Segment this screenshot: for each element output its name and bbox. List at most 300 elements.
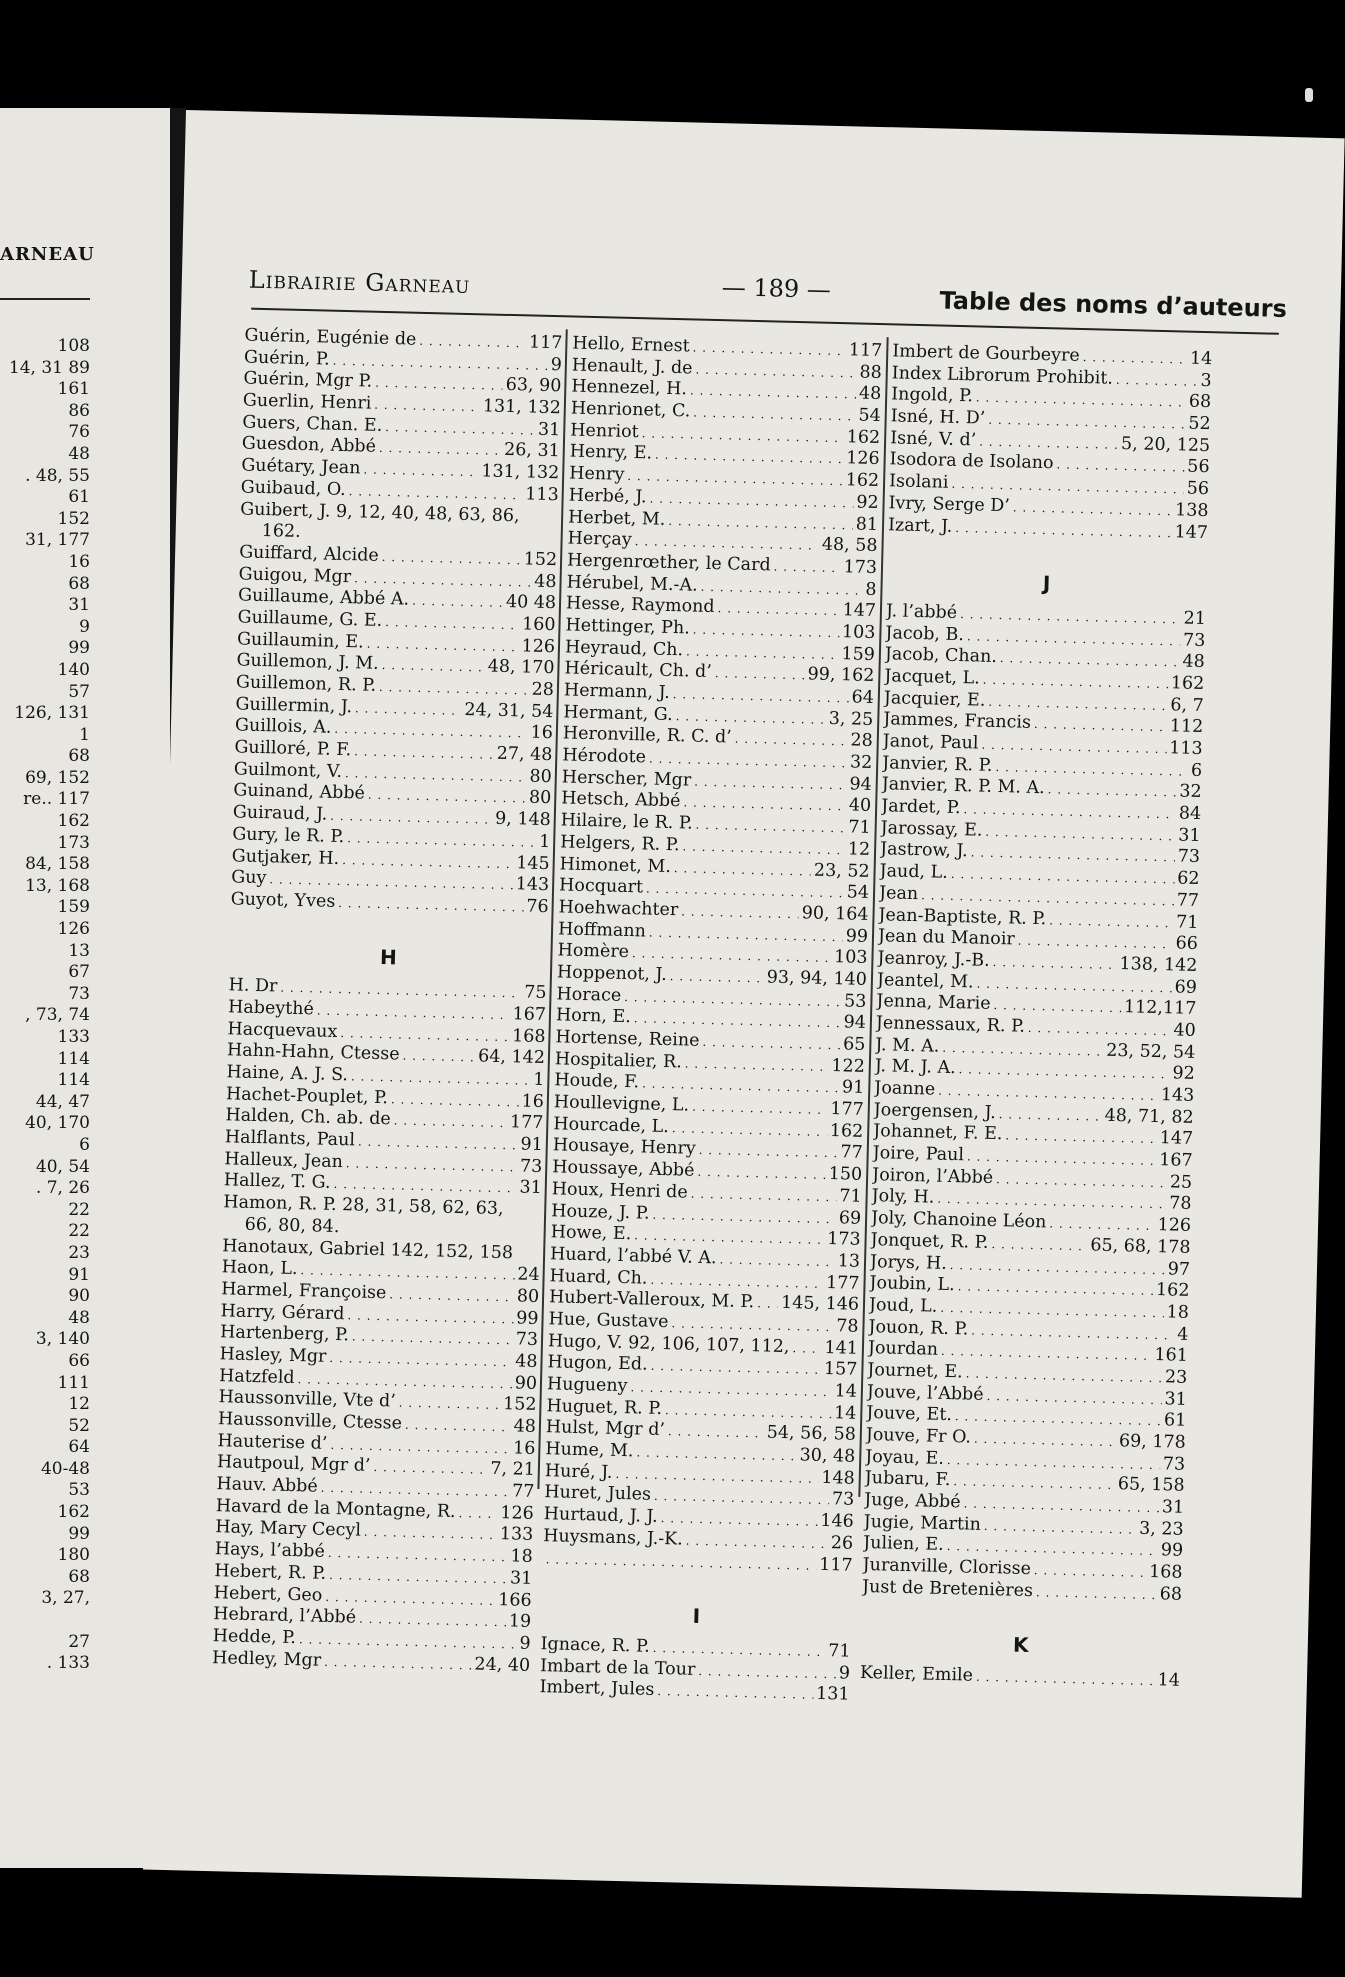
author-name: Houssaye, Abbé: [552, 1157, 695, 1181]
author-name: Jouon, R. P.: [868, 1316, 969, 1340]
page-refs: 1: [538, 831, 551, 852]
author-name: Guy: [231, 867, 267, 889]
page-refs: 54: [846, 882, 870, 904]
page-refs: 147: [842, 600, 877, 622]
left-page-number: 86: [68, 400, 90, 421]
author-name: Gutjaker, H.: [231, 845, 340, 869]
author-name: Juge, Abbé: [863, 1490, 961, 1513]
author-name: Hermant, G.: [563, 702, 673, 725]
left-page-number: 9: [79, 616, 90, 637]
author-name: J. M. A.: [875, 1034, 940, 1057]
page-refs: 69: [1174, 976, 1198, 998]
author-name: Isolani: [888, 471, 949, 493]
author-name: Haussonville, Vte d’: [218, 1387, 396, 1412]
author-name: Hanotaux, Gabriel 142, 152, 158: [222, 1235, 514, 1263]
leader-dots: [1116, 368, 1198, 392]
leader-dots: [324, 1650, 472, 1676]
page-refs: 48: [1182, 651, 1206, 673]
author-name: Guyot, Yves: [230, 889, 336, 912]
letter-heading: H: [379, 945, 398, 970]
author-name: Hue, Gustave: [548, 1309, 669, 1333]
author-name: Hennezel, H.: [571, 376, 688, 400]
page-refs: 157: [823, 1359, 858, 1381]
left-page-number: 68: [68, 1566, 90, 1587]
left-page-number: 66: [68, 1350, 90, 1371]
page-refs: 97: [1167, 1258, 1191, 1280]
index-page: [143, 110, 1345, 1898]
page-refs: 9: [838, 1662, 851, 1684]
author-name: Jonquet, R. P.: [870, 1229, 989, 1253]
page-refs: 3, 23: [1138, 1518, 1184, 1540]
author-name: Helgers, R. P.: [559, 832, 680, 856]
page-refs: 64: [851, 687, 875, 708]
leader-dots: [402, 1045, 475, 1069]
author-name: Isodora de Isolano: [889, 449, 1054, 474]
left-page-number: . 7, 26: [35, 1178, 90, 1199]
author-name: Hasley, Mgr: [219, 1344, 327, 1367]
left-page-number: 73: [68, 983, 90, 1004]
left-page-number: 99: [68, 638, 90, 659]
author-name: Huré, J.: [544, 1460, 613, 1483]
left-page-number: 114: [57, 1048, 90, 1069]
author-name: Havard de la Montagne, R.: [215, 1495, 456, 1522]
left-page-number: 31, 177: [25, 530, 90, 551]
page-refs: 160: [521, 614, 556, 636]
author-name: Heronville, R. C. d’: [562, 723, 732, 748]
page-refs: 162: [829, 1120, 864, 1142]
page-refs: 16: [521, 1091, 545, 1112]
left-page-number: 108: [57, 336, 90, 356]
author-name: Imbert, Jules: [539, 1677, 655, 1701]
author-name: Joiron, l’Abbé: [871, 1164, 994, 1188]
page-header: [181, 260, 1341, 328]
page-refs: 23, 52: [813, 860, 870, 882]
scan-mark: [1305, 88, 1313, 102]
author-name: Joud, L.: [868, 1294, 938, 1317]
left-page-number: 68: [68, 746, 90, 767]
author-name: Hospitalier, R.: [554, 1048, 683, 1073]
page-refs: 138, 142: [1119, 953, 1198, 976]
page-refs: 73: [515, 1329, 539, 1351]
author-name: Hay, Mary Cecyl: [215, 1517, 362, 1542]
author-name: Guigou, Mgr: [238, 563, 352, 587]
left-page-number: . 133: [46, 1653, 90, 1674]
page-refs: 18: [510, 1546, 533, 1568]
page-refs: 167: [1158, 1150, 1193, 1171]
author-name: Guillemon, J. M.: [236, 650, 379, 675]
author-name: Hubert-Valleroux, M. P.: [548, 1287, 755, 1313]
author-name: Jubaru, F.: [864, 1468, 951, 1491]
left-page-number: 31: [68, 595, 90, 616]
page-refs: 48: [514, 1351, 538, 1372]
page-refs: 94: [849, 774, 872, 795]
author-name: Guilmont, V.: [233, 759, 343, 782]
entry-continuation: 66, 80, 84.: [244, 1214, 340, 1237]
page-refs: 90: [514, 1373, 538, 1394]
page-refs: 77: [511, 1481, 535, 1502]
author-name: Joly, H.: [871, 1186, 935, 1209]
page-refs: 162: [1155, 1280, 1190, 1302]
author-name: Hurtaud, J. J.: [543, 1504, 658, 1528]
author-name: Guillemon, R. P.: [235, 672, 377, 696]
page-refs: 152: [502, 1394, 537, 1416]
page-refs: 168: [511, 1025, 546, 1047]
left-page-number: 140: [57, 659, 90, 680]
page-refs: 31: [1178, 825, 1201, 846]
page-refs: 61: [1163, 1410, 1187, 1432]
author-name: Herçay: [567, 528, 632, 551]
author-name: Houllevigne, L.: [553, 1092, 690, 1116]
page-refs: 131, 132: [481, 461, 560, 484]
page-refs: 28: [850, 730, 874, 752]
left-page-number: 22: [68, 1221, 90, 1242]
left-page-number: 40, 170: [25, 1113, 90, 1134]
page-refs: 99: [516, 1307, 539, 1329]
page-refs: 177: [509, 1112, 544, 1134]
author-name: Himonet, M.: [559, 853, 672, 877]
author-name: Housaye, Henry: [552, 1135, 697, 1160]
page-refs: 112,117: [1123, 997, 1197, 1020]
author-name: Huguet, R. P.: [546, 1395, 663, 1419]
page-refs: 81: [855, 513, 879, 535]
page-refs: 24, 40: [474, 1654, 531, 1676]
author-name: Haon, L.: [221, 1257, 298, 1280]
author-name: Hocquart: [558, 875, 644, 898]
author-name: Journet, E.: [867, 1359, 963, 1383]
author-name: Jacquet, L.: [884, 666, 981, 689]
left-page-fragment: [0, 108, 170, 1868]
leader-dots: [773, 555, 841, 579]
author-name: Guérin, Eugénie de: [244, 325, 417, 350]
left-page-number: 90: [68, 1286, 90, 1307]
page-refs: 88: [859, 362, 883, 383]
author-name: Hugueny: [546, 1374, 628, 1397]
page-refs: 16: [512, 1438, 536, 1459]
page-refs: 40: [1173, 1020, 1197, 1041]
page-refs: 131, 132: [482, 396, 562, 419]
author-name: Jeanroy, J.-B.: [877, 948, 990, 971]
page-refs: 84: [1178, 803, 1202, 825]
author-name: Houze, J. P.: [550, 1200, 650, 1224]
left-page-number: [0, 1610, 90, 1632]
author-name: Janot, Paul: [882, 731, 979, 754]
author-name: Joly, Chanoine Léon: [870, 1208, 1047, 1233]
author-name: Harmel, Françoise: [220, 1279, 387, 1304]
page-refs: 56: [1187, 457, 1210, 478]
page-refs: 168: [1148, 1562, 1183, 1583]
page-refs: 167: [512, 1004, 547, 1026]
left-page-number: 126: [57, 919, 90, 940]
page-refs: 4: [1177, 1324, 1189, 1345]
page-refs: 25: [1169, 1172, 1193, 1193]
author-name: Hedde, P.: [212, 1625, 297, 1649]
author-name: Hahn-Hahn, Ctesse: [226, 1040, 400, 1065]
page-refs: 117: [819, 1554, 853, 1576]
page-refs: 131: [815, 1684, 850, 1705]
author-name: Hacquevaux: [227, 1018, 338, 1042]
index-column-3: [860, 341, 1213, 1692]
author-name: Guiraud, J.: [232, 802, 328, 825]
page-refs: 113: [1169, 738, 1203, 760]
page-refs: 26: [830, 1532, 854, 1554]
page-refs: 146: [820, 1511, 854, 1532]
page-refs: 53: [843, 990, 867, 1012]
page-refs: 6, 7: [1170, 694, 1204, 716]
page-refs: 23: [1164, 1367, 1188, 1388]
author-name: Jarossay, E.: [880, 817, 983, 841]
left-page-number: 40-48: [40, 1458, 90, 1479]
author-name: Houx, Henri de: [551, 1179, 688, 1203]
author-name: Jean du Manoir: [877, 926, 1016, 950]
author-name: Hello, Ernest: [572, 333, 690, 357]
author-name: Gury, le R. P.: [232, 824, 345, 847]
author-name: Harry, Gérard: [220, 1300, 345, 1324]
author-name: Hebrard, l’Abbé: [213, 1604, 357, 1628]
page-refs: 69: [838, 1207, 862, 1229]
author-name: Hays, l’abbé: [214, 1539, 326, 1562]
left-page-number: 1: [79, 724, 90, 745]
page-refs: 69, 178: [1118, 1431, 1186, 1453]
author-name: Guérin, Mgr P.: [243, 368, 373, 393]
author-name: Jennessaux, R. P.: [875, 1013, 1026, 1037]
page-refs: 7, 21: [490, 1459, 536, 1481]
page-refs: 3: [1200, 370, 1212, 391]
left-page-number: 6: [79, 1134, 90, 1155]
author-name: Halleux, Jean: [224, 1149, 344, 1172]
page-refs: 31: [519, 1177, 543, 1199]
page-refs: 71: [1175, 911, 1199, 933]
left-page-page-numbers: [0, 336, 90, 1675]
left-page-number: 23: [68, 1242, 90, 1263]
author-name: Guérin, P.: [243, 347, 330, 370]
page-refs: 138: [1174, 500, 1209, 521]
page-refs: 68: [1159, 1584, 1183, 1605]
author-name: Index Librorum Prohibit.: [891, 363, 1114, 389]
page-refs: 93, 94, 140: [766, 967, 868, 990]
page-refs: 5, 20, 125: [1120, 433, 1211, 456]
page-refs: 31: [1161, 1497, 1185, 1518]
page-refs: 99: [845, 925, 869, 947]
author-name: Henry: [568, 463, 625, 485]
left-page-number: 152: [57, 508, 90, 529]
leader-dots: [1036, 1581, 1157, 1606]
author-name: Juranville, Clorisse: [862, 1555, 1032, 1580]
page-refs: 18: [1166, 1302, 1190, 1323]
author-name: Hebert, R. P.: [214, 1560, 327, 1584]
left-page-number: 126, 131: [14, 703, 90, 724]
page-refs: 177: [830, 1099, 865, 1120]
left-page-number: . 48, 55: [25, 465, 90, 486]
author-name: Horn, E.: [555, 1005, 632, 1028]
page-refs: 48, 170: [487, 656, 555, 679]
author-name: Jaud, L.: [879, 861, 949, 883]
author-name: Herscher, Mgr: [561, 767, 692, 791]
publisher-name: Librairie Garneau: [248, 265, 471, 299]
author-name: Ingold, P.: [891, 384, 974, 407]
left-page-number: 57: [68, 681, 90, 702]
author-name: Hetsch, Abbé: [561, 788, 681, 812]
left-page-number: 16: [68, 551, 90, 572]
page-refs: 80: [528, 788, 552, 809]
entry-continuation: 162.: [261, 521, 301, 543]
page-refs: 16: [530, 722, 554, 744]
author-name: Hartenberg, P.: [219, 1322, 350, 1346]
page-refs: 14: [1189, 348, 1213, 370]
author-name: Héricault, Ch. d’: [564, 658, 713, 683]
page-refs: 78: [1169, 1193, 1192, 1215]
page-refs: 173: [826, 1229, 861, 1251]
left-page-number: 64: [68, 1437, 90, 1458]
page-refs: 177: [825, 1272, 860, 1294]
author-name: Halden, Ch. ab. de: [225, 1105, 391, 1130]
author-name: Hauterise d’: [217, 1430, 328, 1454]
author-name: Hedley, Mgr: [211, 1647, 322, 1671]
page-refs: 54: [858, 405, 881, 427]
author-name: Huret, Jules: [544, 1482, 652, 1506]
author-name: Hachet-Pouplet, P.: [225, 1083, 389, 1108]
left-page-number: 69, 152: [25, 767, 90, 788]
author-name: Guétary, Jean: [241, 455, 361, 479]
page-number: — 189 —: [721, 273, 832, 304]
leader-dots: [458, 1502, 497, 1526]
page-refs: 9, 148: [494, 808, 552, 831]
page-refs: 73: [1182, 630, 1206, 651]
page-refs: 8: [865, 579, 877, 600]
author-name: Jeantel, M.: [876, 969, 974, 993]
page-refs: 65: [842, 1034, 866, 1055]
author-name: Hauv. Abbé: [216, 1474, 318, 1497]
page-refs: 64, 142: [477, 1046, 546, 1069]
page-refs: 73: [1177, 846, 1201, 868]
author-name: Jorys, H.: [869, 1251, 948, 1274]
author-name: J. l’abbé: [885, 601, 958, 623]
page-refs: 173: [843, 557, 878, 578]
left-page-rule: [0, 298, 90, 300]
page-refs: 31: [509, 1568, 533, 1589]
left-page-number: 162: [57, 1502, 90, 1523]
author-name: Imbart de la Tour: [539, 1655, 696, 1680]
author-name: Julien, E.: [862, 1533, 944, 1556]
left-page-number: 22: [68, 1199, 90, 1220]
author-name: Halflants, Paul: [224, 1127, 356, 1151]
page-refs: 99, 162: [807, 664, 875, 687]
letter-heading: I: [692, 1603, 701, 1628]
page-refs: 40: [848, 795, 872, 817]
author-name: Heyraud, Ch.: [564, 637, 684, 660]
author-name: Guibaud, O.: [240, 477, 346, 500]
page-refs: 103: [833, 947, 868, 969]
left-page-number: 3, 27,: [41, 1588, 90, 1609]
left-page-number: 91: [68, 1264, 90, 1285]
page-refs: 161: [1154, 1345, 1189, 1367]
page-refs: 65, 68, 178: [1090, 1235, 1191, 1258]
author-name: Jouve, l’Abbé: [866, 1381, 984, 1405]
page-refs: 117: [528, 332, 563, 354]
author-name: Hatzfeld: [218, 1365, 295, 1388]
author-name: Herbé, J.: [568, 485, 647, 508]
left-page-header: ARNEAU: [0, 244, 95, 265]
page-refs: 80: [529, 766, 553, 787]
author-name: Hugo, V. 92, 106, 107, 112,: [547, 1330, 790, 1357]
author-name: Hebert, Geo: [213, 1582, 323, 1606]
author-name: Jacob, B.: [885, 622, 965, 645]
page-refs: 32: [1179, 781, 1202, 803]
author-name: Henriot: [570, 420, 639, 442]
author-name: Hautpoul, Mgr d’: [216, 1452, 371, 1477]
left-page-number: 161: [57, 379, 90, 400]
author-name: Jammes, Francis: [883, 709, 1032, 734]
index-column-2: [539, 334, 882, 1707]
author-name: Janvier, R. P. M. A.: [881, 774, 1045, 799]
author-name: Guillaumin, E.: [236, 629, 364, 653]
page-refs: 1: [533, 1069, 545, 1091]
page-refs: 145: [516, 852, 550, 874]
page-refs: 26, 31: [503, 440, 561, 462]
author-name: Ignace, R. P.: [540, 1634, 651, 1657]
page-refs: 147: [1159, 1128, 1194, 1150]
page-refs: 48: [513, 1416, 537, 1437]
author-name: Guerlin, Henri: [242, 390, 372, 414]
page-refs: 141: [824, 1337, 859, 1359]
author-name: Hoppenot, J.: [556, 962, 668, 985]
author-name: Jardet, P.: [880, 796, 961, 819]
page-refs: 76: [526, 896, 549, 917]
left-page-number: 67: [68, 962, 90, 983]
left-page-number: 27: [68, 1631, 90, 1652]
page-refs: 40 48: [505, 592, 557, 614]
page-refs: 99: [1160, 1540, 1184, 1562]
left-page-number: 99: [68, 1523, 90, 1544]
author-name: Jouve, Fr O.: [865, 1425, 972, 1448]
left-page-number: 48: [68, 443, 90, 464]
author-name: Jenna, Marie: [876, 991, 991, 1015]
page-refs: 143: [1160, 1085, 1195, 1106]
page-refs: 166: [498, 1589, 532, 1611]
left-page-number: , 73, 74: [25, 1005, 90, 1026]
page-refs: 65, 158: [1117, 1474, 1185, 1497]
page-refs: 92: [1172, 1063, 1195, 1085]
section-title: Table des noms d’auteurs: [939, 286, 1288, 323]
author-name: Guinand, Abbé: [233, 780, 366, 805]
leader-dots: [976, 1666, 1155, 1693]
page-refs: 48, 71, 82: [1104, 1105, 1194, 1128]
page-refs: 63, 90: [505, 375, 562, 397]
author-name: Hallez, T. G.: [223, 1170, 331, 1194]
author-name: Hume, M.: [545, 1439, 634, 1462]
author-name: Habeythé: [227, 997, 315, 1020]
page-refs: 150: [828, 1164, 863, 1185]
author-name: Hamon, R. P. 28, 31, 58, 62, 63,: [223, 1192, 504, 1220]
page-refs: 71: [839, 1186, 862, 1207]
page-refs: 9: [550, 354, 563, 375]
author-name: H. Dr: [228, 975, 278, 997]
page-refs: 24, 31, 54: [464, 699, 554, 722]
left-page-number: 48: [68, 1307, 90, 1328]
index-column-1: [212, 325, 563, 1677]
page-refs: 13: [837, 1251, 861, 1272]
left-page-number: 84, 158: [25, 854, 90, 875]
author-name: Huard, l’abbé V. A.: [549, 1244, 717, 1269]
page-refs: 152: [523, 549, 558, 571]
page-refs: 32: [849, 752, 873, 774]
left-page-number: 14, 31 89: [8, 357, 90, 378]
page-refs: 24: [517, 1264, 540, 1286]
page-refs: 75: [524, 982, 547, 1004]
page-refs: 68: [1188, 391, 1212, 413]
page-refs: 91: [841, 1077, 865, 1099]
author-name: Horace: [556, 983, 622, 1006]
left-page-number: 159: [57, 897, 90, 918]
